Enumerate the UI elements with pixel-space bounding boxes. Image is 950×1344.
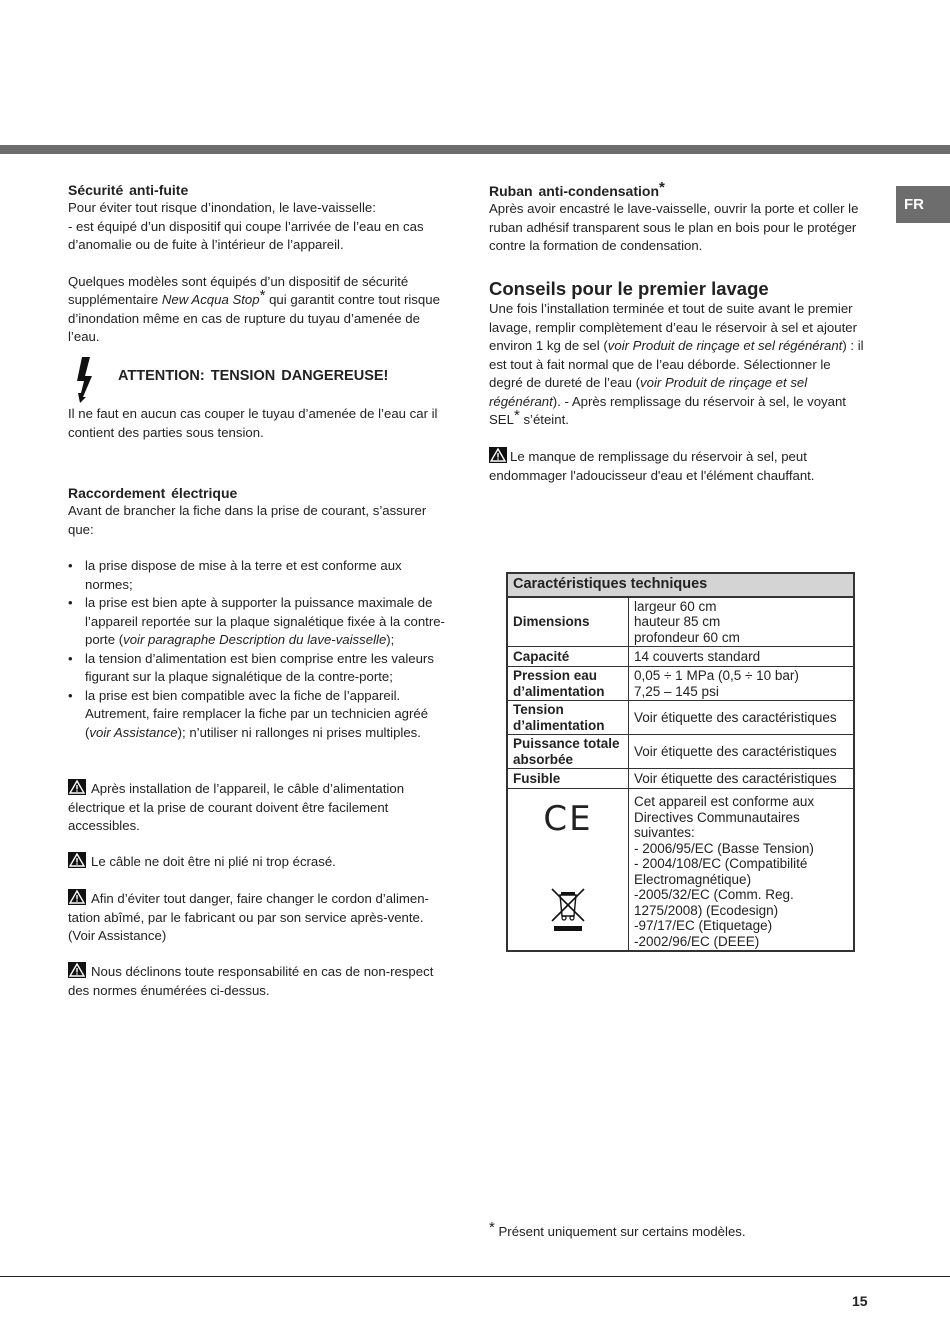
- spec-label: Dimensions: [507, 597, 629, 647]
- spec-label: Tension d’alimentation: [507, 701, 629, 735]
- specs-header: Caractéristiques techniques: [507, 573, 854, 597]
- weee-bin-icon: [513, 885, 623, 937]
- salt-warning: [489, 447, 864, 485]
- raccordement-list: [68, 557, 448, 742]
- ruban-title: Ruban anti-condensation*: [489, 179, 665, 199]
- spec-value: 0,05 ÷ 1 MPa (0,5 ÷ 10 bar) 7,25 – 145 psi: [629, 667, 855, 701]
- specs-table: [506, 572, 855, 952]
- warning-3: [68, 889, 446, 946]
- list-item: • la tension d’alimentation est bien comprise entre les valeurs figurant sur la plaque signalétique de la contre-porte;: [68, 650, 448, 687]
- table-row: [507, 735, 854, 769]
- warning-1: [68, 779, 446, 836]
- spec-value: 14 couverts standard: [629, 647, 855, 667]
- spec-label: Capacité: [507, 647, 629, 667]
- page-number: 15: [852, 1293, 868, 1309]
- ruban-section: [489, 179, 867, 256]
- salt-warning-text: Le manque de remplissage du réservoir à sel, peut endommager l'adoucisseur d'eau et l'élément chauffant.: [489, 449, 815, 483]
- table-row: [507, 789, 854, 952]
- spec-value: Voir étiquette des caractéristiques: [629, 735, 855, 769]
- table-row: [507, 597, 854, 647]
- warning-icon: [489, 447, 507, 463]
- table-row: [507, 769, 854, 789]
- conseils-text: Une fois l’installation terminée et tout de suite avant le premier lavage, remplir complètement d’eau le réservoir à sel et ajouter environ 1 kg de sel (voir Produit de rinçage et sel régénérant) : il est tout à fait normal que de l’eau déborde. Sélectionner le degré de dureté de l’eau (voir Produit de rinçage et sel régénérant). - Après remplissage du réservoir à sel, le voyant SEL* s’éteint.: [489, 301, 864, 427]
- warning-3-text: Afin d’éviter tout danger, faire changer le cordon d’alimen-tation abîmé, par le fabricant ou par son service après-vente. (Voir Assistance): [68, 891, 429, 943]
- warning-4-text: Nous déclinons toute responsabilité en cas de non-respect des normes énumérées ci-dessus.: [68, 964, 434, 998]
- table-row: [507, 647, 854, 667]
- ruban-text: Après avoir encastré le lave-vaisselle, ouvrir la porte et coller le ruban adhésif transparent sous le plan en bois pour le protéger contre la formation de condensation.: [489, 201, 859, 253]
- securite-p1: Pour éviter tout risque d’inondation, le lave-vaisselle:: [68, 200, 376, 215]
- securite-section: [68, 181, 448, 347]
- spec-value: Voir étiquette des caractéristiques: [629, 701, 855, 735]
- compliance-logos: [507, 789, 629, 952]
- warning-icon: [68, 779, 86, 795]
- spec-value: largeur 60 cm hauteur 85 cm profondeur 60 cm: [629, 597, 855, 647]
- warning-4: [68, 962, 446, 1000]
- attention-block: [118, 367, 448, 385]
- raccordement-title: Raccordement électrique: [68, 485, 238, 501]
- conseils-title: Conseils pour le premier lavage: [489, 278, 769, 299]
- warning-2-text: Le câble ne doit être ni plié ni trop écrasé.: [91, 854, 336, 869]
- warning-icon: [68, 889, 86, 905]
- header-bar: [0, 145, 950, 154]
- warning-icon: [68, 852, 86, 868]
- securite-title: Sécurité anti-fuite: [68, 182, 189, 198]
- footer-rule: [0, 1276, 950, 1277]
- conseils-section: [489, 278, 867, 430]
- list-item: • la prise est bien compatible avec la fiche de l’appareil. Autrement, faire remplacer la fiche par un technicien agréé (voir Assistance); n’utiliser ni rallonges ni prises multiples.: [68, 687, 448, 743]
- warning-icon: [68, 962, 86, 978]
- securite-p2: - est équipé d’un dispositif qui coupe l’arrivée de l’eau en cas d’anomalie ou de fuite à l’intérieur de l’appareil.: [68, 218, 424, 252]
- table-row: [507, 701, 854, 735]
- attention-text-block: [68, 405, 448, 442]
- securite-p3: Quelques modèles sont équipés d’un dispositif de sécurité supplémentaire New Acqua Stop* qui garantit contre tout risque d’inondation même en cas de rupture du tuyau d’amenée de l’eau.: [68, 273, 440, 344]
- table-row: [507, 667, 854, 701]
- list-item: • la prise dispose de mise à la terre et est conforme aux normes;: [68, 557, 448, 594]
- attention-title: ATTENTION: TENSION DANGEREUSE!: [118, 368, 389, 384]
- language-tab: FR: [896, 186, 950, 223]
- conformity-text: Cet appareil est conforme aux Directives Communautaires suivantes: - 2006/95/EC (Basse Tension) - 2004/108/EC (Compatibilité Electromagnétique) -2005/32/EC (Comm. Reg. 1275/2008) (Ecodesign) -97/17/EC (Etiquetage) -2002/96/EC (DEEE): [629, 789, 855, 952]
- ce-mark-icon: CE: [543, 798, 593, 839]
- spec-label: Pression eau d’alimentation: [507, 667, 629, 701]
- warning-1-text: Après installation de l’appareil, le câble d’alimentation électrique et la prise de courant doivent être facilement accessibles.: [68, 781, 405, 833]
- spec-value: Voir étiquette des caractéristiques: [629, 769, 855, 789]
- attention-text: Il ne faut en aucun cas couper le tuyau d’amenée de l’eau car il contient des parties sous tension.: [68, 406, 438, 440]
- warning-2: [68, 852, 446, 872]
- spec-label: Puissance totale absorbée: [507, 735, 629, 769]
- raccordement-section: [68, 484, 448, 742]
- list-item: • la prise est bien apte à supporter la puissance maximale de l’appareil reportée sur la plaque signalétique fixée à la contre-porte (voir paragraphe Description du lave-vaisselle);: [68, 594, 448, 650]
- spec-label: Fusible: [507, 769, 629, 789]
- lightning-icon: [74, 357, 96, 403]
- footnote: * Présent uniquement sur certains modèles.: [489, 1219, 746, 1239]
- raccordement-intro: Avant de brancher la fiche dans la prise de courant, s’assurer que:: [68, 503, 427, 537]
